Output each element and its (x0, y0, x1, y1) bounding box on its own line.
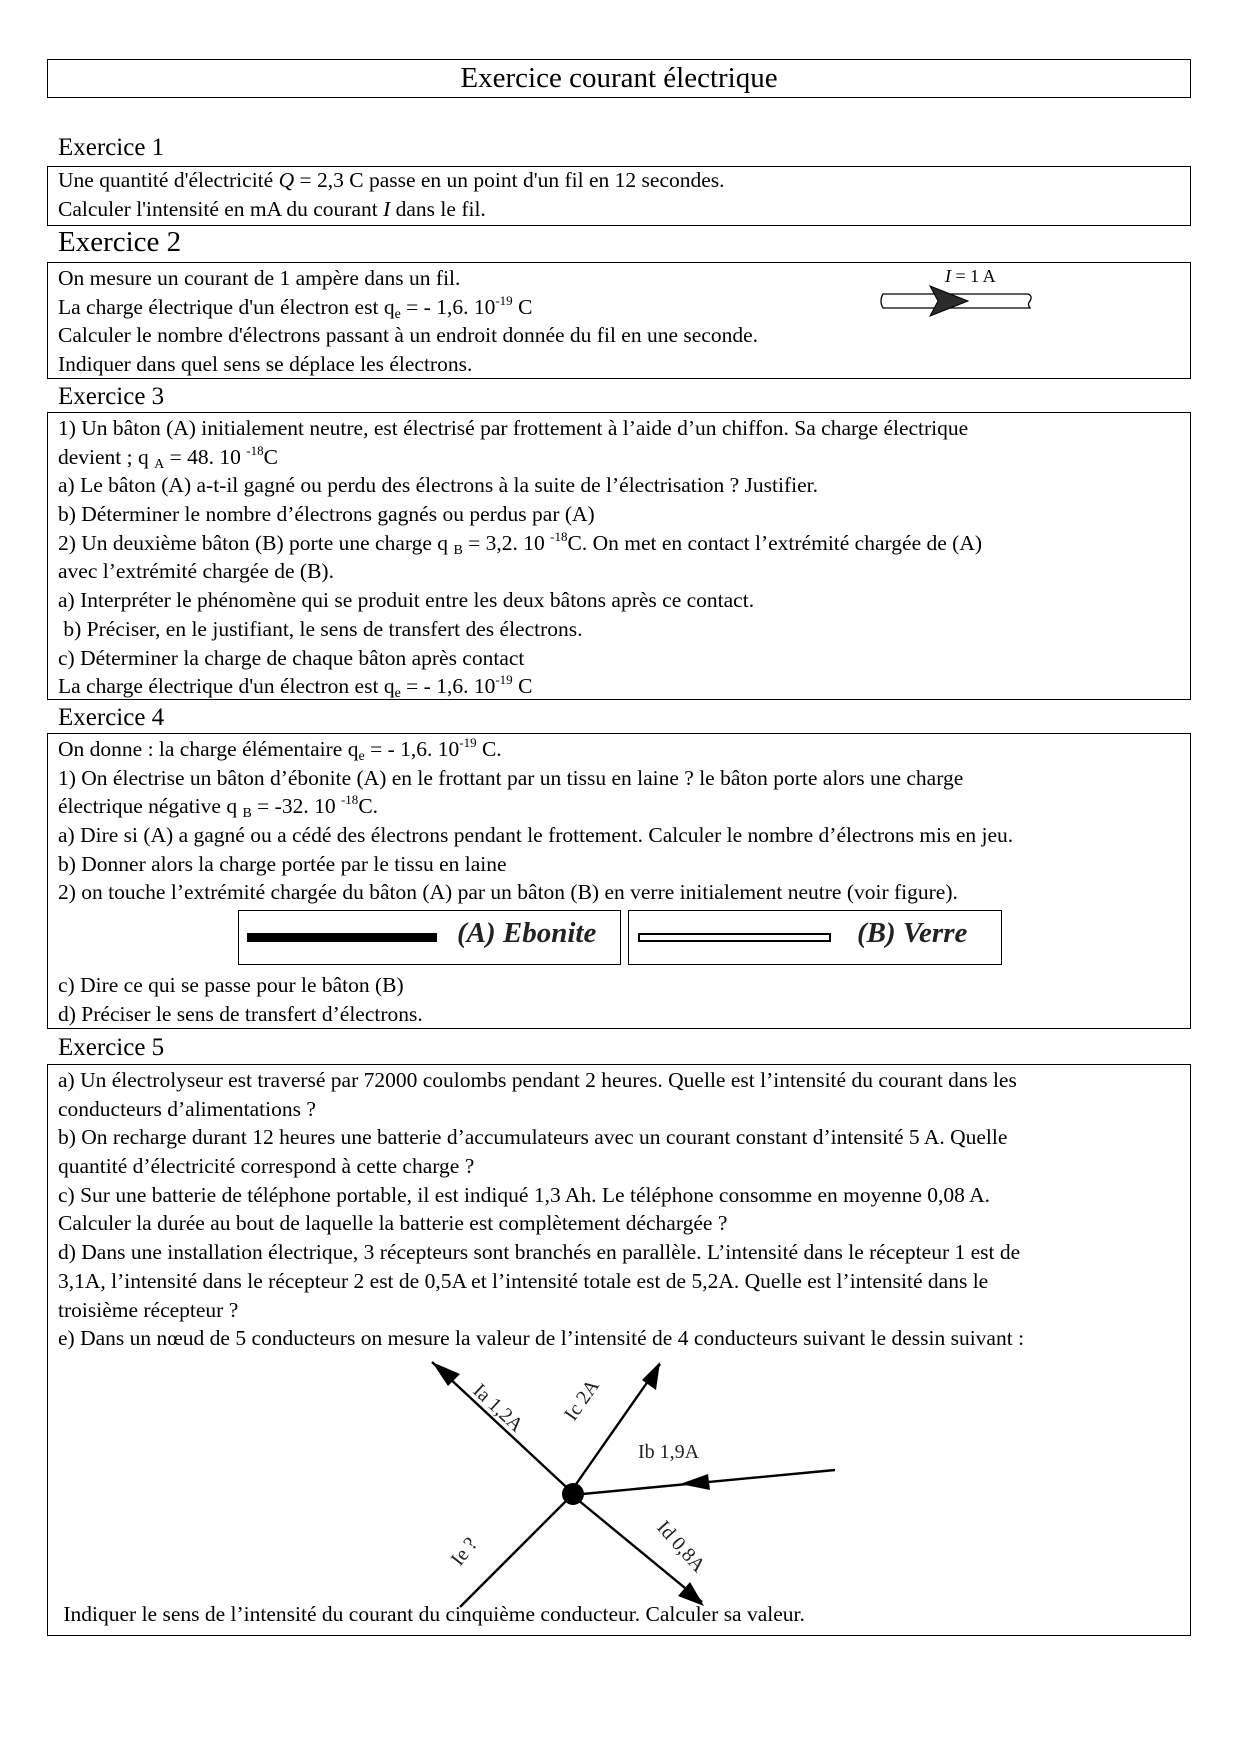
arrow-b-icon (680, 1474, 710, 1490)
exercise-5-line-8: 3,1A, l’intensité dans le récepteur 2 est de 0,5A et l’intensité totale est de 5,2A. Quelle est l’intensité dans le (58, 1268, 989, 1293)
wire-figure (880, 266, 1040, 318)
ebonite-rod-panel (238, 910, 621, 965)
exercise-3-line-5: 2) Un deuxième bâton (B) porte une charge q $_B$ = 3,2. 10 $^{-18}$C. On met en contact l’extrémité chargée de (A) (58, 528, 983, 558)
exercise-5-line-4: quantité d’électricité correspond à cette charge ? (58, 1154, 475, 1179)
exercise-4-line-5: b) Donner alors la charge portée par le tissu en laine (58, 851, 507, 876)
exercise-4-line-1: On donne : la charge élémentaire $q_e$ = - 1,6. $10^{-19}$ C. (58, 735, 502, 764)
exercise-2-line-2: La charge électrique d'un électron est $q_e$ = - 1,6. $10^{-19}$ C (58, 292, 533, 322)
node-diagram (420, 1352, 860, 1612)
exercise-4-line-7: c) Dire ce qui se passe pour le bâton (B) (58, 973, 404, 997)
exercise-4-line-4: a) Dire si (A) a gagné ou a cédé des électrons pendant le frottement. Calculer le nombre d’électrons mis en jeu. (58, 823, 1014, 848)
exercise-5-line-3: b) On recharge durant 12 heures une batterie d’accumulateurs avec un courant constant d’intensité 5 A. Quelle (58, 1125, 1008, 1150)
exercise-1-heading: Exercice 1 (58, 134, 165, 161)
ebonite-rod (247, 933, 437, 942)
exercise-5-line-10: e) Dans un nœud de 5 conducteurs on mesure la valeur de l’intensité de 4 conducteurs suivant le dessin suivant : (58, 1326, 1025, 1351)
glass-rod (638, 933, 831, 942)
exercise-2-heading: Exercice 2 (58, 226, 182, 258)
exercise-2-line-4: Indiquer dans quel sens se déplace les électrons. (58, 352, 473, 377)
exercise-1-line-2: Calculer l'intensité en mA du courant I dans le fil. (58, 196, 486, 221)
wire-current-label: I = 1 A (945, 266, 996, 286)
exercise-5-final (58, 1600, 805, 1629)
exercise-3-heading: Exercice 3 (58, 383, 165, 410)
exercise-3-line-8: b) Préciser, en le justifiant, le sens de transfert des électrons. (58, 616, 583, 641)
exercise-1-content (58, 166, 725, 223)
exercise-3-line-4: b) Déterminer le nombre d’électrons gagnés ou perdus par (A) (58, 502, 595, 527)
page-title-text: Exercice courant électrique (460, 62, 778, 94)
glass-rod-panel (628, 910, 1002, 965)
exercise-5-final-line: Indiquer le sens de l’intensité du courant du cinquième conducteur. Calculer sa valeur. (58, 1602, 805, 1626)
exercise-5-line-6: Calculer la durée au bout de laquelle la batterie est complètement déchargée ? (58, 1211, 728, 1236)
exercise-4-line-8: d) Préciser le sens de transfert d’électrons. (58, 1001, 423, 1026)
exercise-3-line-1: 1) Un bâton (A) initialement neutre, est électrisé par frottement à l’aide d’un chiffon. Sa charge électrique (58, 416, 969, 440)
exercise-2-line-1: On mesure un courant de 1 ampère dans un fil. (58, 266, 461, 290)
exercise-3-line-3: a) Le bâton (A) a-t-il gagné ou perdu des électrons à la suite de l’électrisation ? Justifier. (58, 473, 818, 498)
exercise-3-line-2: devient ; q $_A$ = 48. 10 $^{-18}$C (58, 442, 278, 472)
ebonite-rod-label: (A) Ebonite (457, 917, 597, 949)
exercise-5-line-5: c) Sur une batterie de téléphone portable, il est indiqué 1,3 Ah. Le téléphone consomme en moyenne 0,08 A. (58, 1182, 991, 1207)
exercise-2-line-3: Calculer le nombre d'électrons passant à un endroit donnée du fil en une seconde. (58, 323, 758, 348)
page-title (47, 59, 1191, 98)
exercise-3-line-7: a) Interpréter le phénomène qui se produit entre les deux bâtons après ce contact. (58, 588, 755, 613)
label-ia: Ia 1,2A (468, 1379, 528, 1437)
conductor-a (432, 1362, 578, 1498)
exercise-4-heading: Exercice 4 (58, 704, 165, 731)
node-point (562, 1483, 584, 1505)
wire-with-arrow (880, 284, 1040, 318)
label-ic: Ic 2A (560, 1375, 604, 1425)
exercise-4-content-top (58, 735, 1013, 907)
exercise-5-content (58, 1066, 1024, 1353)
exercise-5-line-2: conducteurs d’alimentations ? (58, 1096, 316, 1121)
exercise-5-line-1: a) Un électrolyseur est traversé par 72000 coulombs pendant 2 heures. Quelle est l’intensité du courant dans les (58, 1068, 1017, 1092)
exercise-3-line-10: La charge électrique d'un électron est $q_e$ = - 1,6. $10^{-19}$ C (58, 672, 533, 702)
label-ib: Ib 1,9A (638, 1441, 700, 1463)
exercise-1-line-1: Une quantité d'électricité Q = 2,3 C passe en un point d'un fil en 12 secondes. (58, 168, 725, 192)
glass-rod-label: (B) Verre (857, 917, 968, 949)
exercise-4-line-3: électrique négative q $_B$ = -32. 10 $^{-18}$C. (58, 792, 379, 822)
exercise-5-heading: Exercice 5 (58, 1034, 165, 1061)
label-ie: Ie ? (446, 1533, 483, 1571)
exercise-4-line-6: 2) on touche l’extrémité chargée du bâton (A) par un bâton (B) en verre initialement neutre (voir figure). (58, 880, 958, 905)
exercise-5-line-9: troisième récepteur ? (58, 1297, 239, 1322)
exercise-4-content-bottom (58, 971, 423, 1028)
exercise-4-line-2: 1) On électrise un bâton d’ébonite (A) en le frottant par un tissu en laine ? le bâton porte alors une charge (58, 765, 964, 790)
label-id: Id 0,8A (652, 1516, 710, 1577)
exercise-3-line-9: c) Déterminer la charge de chaque bâton après contact (58, 645, 525, 670)
exercise-5-line-7: d) Dans une installation électrique, 3 récepteurs sont branchés en parallèle. L’intensité dans le récepteur 1 est de (58, 1240, 1021, 1265)
exercise-2-content (58, 264, 758, 379)
exercise-3-line-6: avec l’extrémité chargée de (B). (58, 559, 334, 584)
arrow-a-icon (432, 1362, 460, 1386)
exercise-3-content (58, 414, 982, 701)
